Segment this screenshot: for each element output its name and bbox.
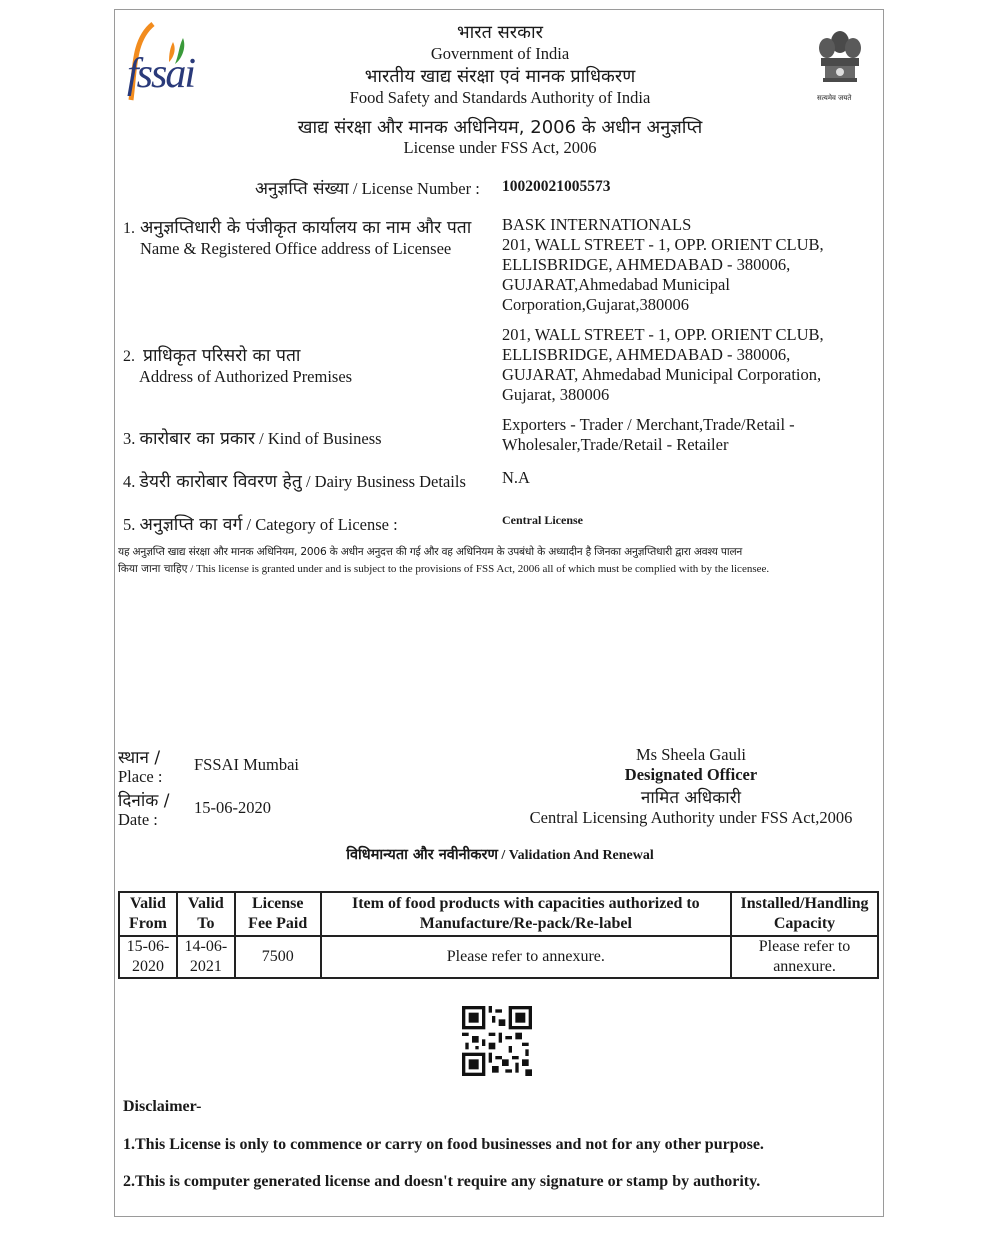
license-number-value: 10020021005573 [502, 178, 611, 195]
header-line: Fee Paid [248, 915, 308, 932]
section-3-line: Exporters - Trader / Merchant,Trade/Retail - [502, 415, 795, 434]
section-3-label-hi: कारोबार का प्रकार [139, 429, 256, 449]
officer-title: Designated Officer [624, 765, 758, 784]
place-label-hi: स्थान / [118, 748, 161, 768]
section-2-number: 2. [123, 348, 135, 365]
cell-line: Please refer to annexure. [446, 948, 605, 965]
header-line: Capacity [773, 915, 836, 932]
section-5-value: Central License [502, 513, 583, 527]
notice-line-2-hi: किया जाना चाहिए [118, 563, 188, 575]
authority-hindi: भारतीय खाद्य संरक्षा एवं मानक प्राधिकरण [364, 66, 636, 87]
cell-capacity [731, 936, 878, 978]
validity-table [118, 891, 879, 979]
table-header-row [119, 892, 878, 936]
header-items [321, 892, 731, 936]
header-line: To [197, 915, 215, 932]
cell-line: 7500 [261, 948, 294, 965]
section-2-line: 201, WALL STREET - 1, OPP. ORIENT CLUB, [502, 325, 824, 344]
section-1-value [502, 215, 824, 315]
place-label-en: Place : [118, 767, 163, 786]
section-5-label [123, 512, 398, 536]
section-2-line: Gujarat, 380006 [502, 385, 610, 404]
notice-line-2-en: / This license is granted under and is subject to the provisions of FSS Act, 2006 all of which must be complied with by the licensee. [187, 563, 770, 575]
officer-authority: Central Licensing Authority under FSS Act,2006 [529, 808, 853, 827]
section-1-line: BASK INTERNATIONALS [502, 215, 692, 234]
disclaimer-item: 1.This License is only to commence or carry on food businesses and not for any other purpose. [123, 1136, 764, 1153]
section-3-line: Wholesaler,Trade/Retail - Retailer [502, 435, 729, 454]
notice-line-1: यह अनुज्ञप्ति खाद्य संरक्षा और मानक अधिनियम, 2006 के अधीन अनुदत्त की गई और वह अधिनियम के उपबंधो के अध्यादीन है जिनका अनुज्ञप्तिधारी द्वारा अवश्य पालन [118, 546, 743, 558]
section-3-label [123, 426, 382, 450]
section-4-number: 4. [123, 472, 136, 491]
header-line: Valid [187, 895, 224, 912]
section-5-label-en: / Category of License : [242, 515, 398, 534]
cell-line: 15-06- [126, 938, 170, 955]
cell-items [321, 936, 731, 978]
section-4-value: N.A [502, 468, 530, 487]
table-row [119, 936, 878, 978]
act-hindi: खाद्य संरक्षा और मानक अधिनियम, 2006 के अधीन अनुज्ञप्ति [297, 117, 703, 138]
header-line: Valid [130, 895, 166, 912]
gov-hindi: भारत सरकार [456, 22, 544, 43]
qr-code-icon [462, 1006, 532, 1076]
date-label-en: Date : [118, 810, 158, 829]
section-2-line: ELLISBRIDGE, AHMEDABAD - 380006, [502, 345, 791, 364]
cell-valid-from [119, 936, 177, 978]
section-2-value [502, 325, 824, 405]
section-4-label [123, 469, 466, 493]
act-english: License under FSS Act, 2006 [403, 138, 597, 157]
section-1-line: ELLISBRIDGE, AHMEDABAD - 380006, [502, 255, 791, 274]
validation-heading-en: / Validation And Renewal [497, 848, 654, 863]
notice-line-2 [118, 562, 769, 576]
place-value: FSSAI Mumbai [194, 755, 299, 774]
header-line: License [251, 895, 304, 912]
section-3-number: 3. [123, 429, 136, 448]
emblem-caption: सत्यमेव जयते [817, 94, 852, 102]
logo-text: fssai [127, 51, 195, 97]
cell-line: 2020 [131, 958, 164, 975]
license-number-label-en: / License Number : [348, 179, 480, 198]
emblem-icon [815, 24, 865, 104]
validation-heading-hi: विधिमान्यता और नवीनीकरण [346, 847, 498, 863]
cell-line: Please refer to [758, 938, 851, 955]
section-3-label-en: / Kind of Business [255, 429, 382, 448]
section-4-label-hi: डेयरी कारोबार विवरण हेतु [139, 472, 302, 492]
header-capacity [731, 892, 878, 936]
header-valid-from [119, 892, 177, 936]
section-2-label-en: Address of Authorized Premises [139, 367, 353, 386]
header-license-fee [235, 892, 321, 936]
license-certificate [114, 9, 884, 1217]
cell-line: 14-06- [184, 938, 228, 955]
license-number-label-hi: अनुज्ञप्ति संख्या [255, 179, 349, 199]
section-1-label-hi: अनुज्ञप्तिधारी के पंजीकृत कार्यालय का नाम और पता [140, 218, 472, 238]
cell-line: annexure. [773, 958, 836, 975]
header-line: Manufacture/Re-pack/Re-label [419, 915, 632, 932]
header-line: Installed/Handling [740, 895, 869, 912]
section-1-label-en: Name & Registered Office address of Licensee [140, 239, 452, 258]
officer-title-hi: नामित अधिकारी [640, 788, 742, 808]
header-line: From [128, 915, 167, 932]
section-1-line: Corporation,Gujarat,380006 [502, 295, 689, 314]
gov-english: Government of India [430, 44, 570, 63]
section-5-label-hi: अनुज्ञप्ति का वर्ग [139, 515, 243, 535]
cell-valid-to [177, 936, 235, 978]
section-4-label-en: / Dairy Business Details [301, 472, 466, 491]
section-5-number: 5. [123, 515, 136, 534]
section-3-value [502, 415, 795, 455]
authority-english: Food Safety and Standards Authority of India [349, 88, 651, 107]
header-line: Item of food products with capacities authorized to [351, 895, 700, 912]
section-2-label-hi: प्राधिकृत परिसरो का पता [143, 346, 301, 366]
cell-fee [235, 936, 321, 978]
date-label-hi: दिनांक / [118, 791, 170, 811]
date-value: 15-06-2020 [194, 798, 271, 817]
officer-name: Ms Sheela Gauli [636, 745, 746, 764]
section-1-line: 201, WALL STREET - 1, OPP. ORIENT CLUB, [502, 235, 824, 254]
section-1-number: 1. [123, 220, 135, 237]
section-1-line: GUJARAT,Ahmedabad Municipal [502, 275, 730, 294]
section-2-line: GUJARAT, Ahmedabad Municipal Corporation, [502, 365, 822, 384]
cell-line: 2021 [189, 958, 222, 975]
license-number-label [255, 176, 480, 199]
disclaimer-title: Disclaimer- [123, 1098, 202, 1115]
validation-heading [115, 844, 885, 864]
header-valid-to [177, 892, 235, 936]
disclaimer-item: 2.This is computer generated license and doesn't require any signature or stamp by authority. [123, 1173, 761, 1190]
